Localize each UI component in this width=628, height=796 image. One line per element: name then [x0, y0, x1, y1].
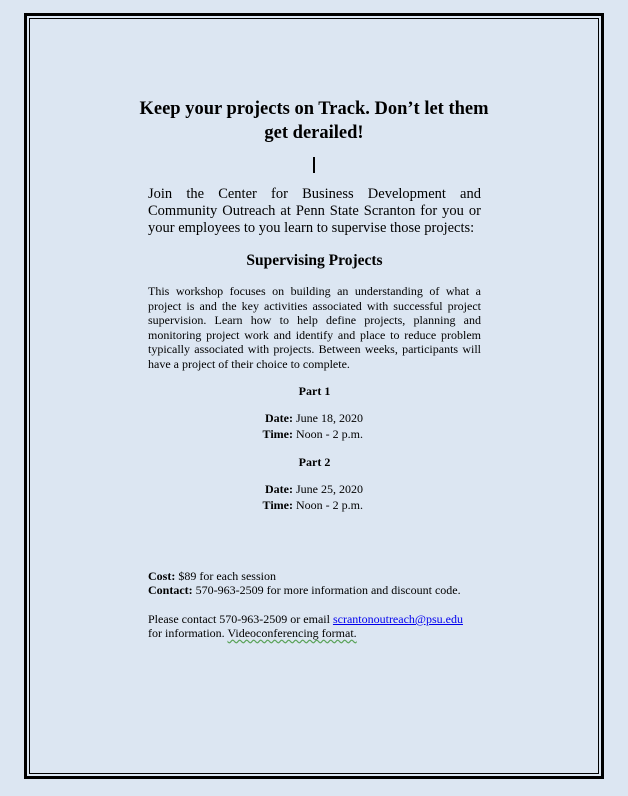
time-label: Time:	[262, 498, 293, 512]
date-label: Date:	[265, 411, 293, 425]
section-heading: Supervising Projects	[246, 252, 383, 269]
part-2-heading: Part 2	[298, 455, 331, 469]
cost-value: $89 for each session	[178, 569, 276, 583]
text-cursor	[313, 157, 315, 173]
footer-line-1	[148, 612, 488, 627]
format-note: Videoconferencing format.	[227, 626, 357, 640]
date-value: June 25, 2020	[296, 482, 363, 496]
time-value: Noon - 2 p.m.	[296, 427, 363, 441]
date-value: June 18, 2020	[296, 411, 363, 425]
part-1-heading: Part 1	[298, 384, 331, 398]
footer-text-2: for information.	[148, 626, 228, 640]
flyer-title: Keep your projects on Track. Don’t let them get derailed!	[139, 99, 489, 143]
contact-value: 570-963-2509 for more information and discount code.	[195, 583, 461, 597]
workshop-description: This workshop focuses on building an understanding of what a project is and the key activities associated with successful project supervision. Learn how to help define projects, planning and monitoring project work and identify and place to reduce problem typically associated with projects. Between weeks, participants will have a project of their choice to complete.	[148, 284, 481, 371]
cost-line	[148, 569, 488, 584]
email-link[interactable]: scrantonoutreach@psu.edu	[332, 612, 463, 626]
cost-label: Cost:	[148, 569, 176, 583]
time-value: Noon - 2 p.m.	[296, 498, 363, 512]
intro-paragraph: Join the Center for Business Development and Community Outreach at Penn State Scranton for you or your employees to you learn to supervise those projects:	[148, 186, 481, 236]
contact-label: Contact:	[148, 583, 193, 597]
date-label: Date:	[265, 482, 293, 496]
footer-text: Please contact 570-963-2509 or email	[148, 612, 333, 626]
time-label: Time:	[262, 427, 293, 441]
contact-line	[148, 583, 488, 598]
footer-line-2	[148, 626, 488, 641]
